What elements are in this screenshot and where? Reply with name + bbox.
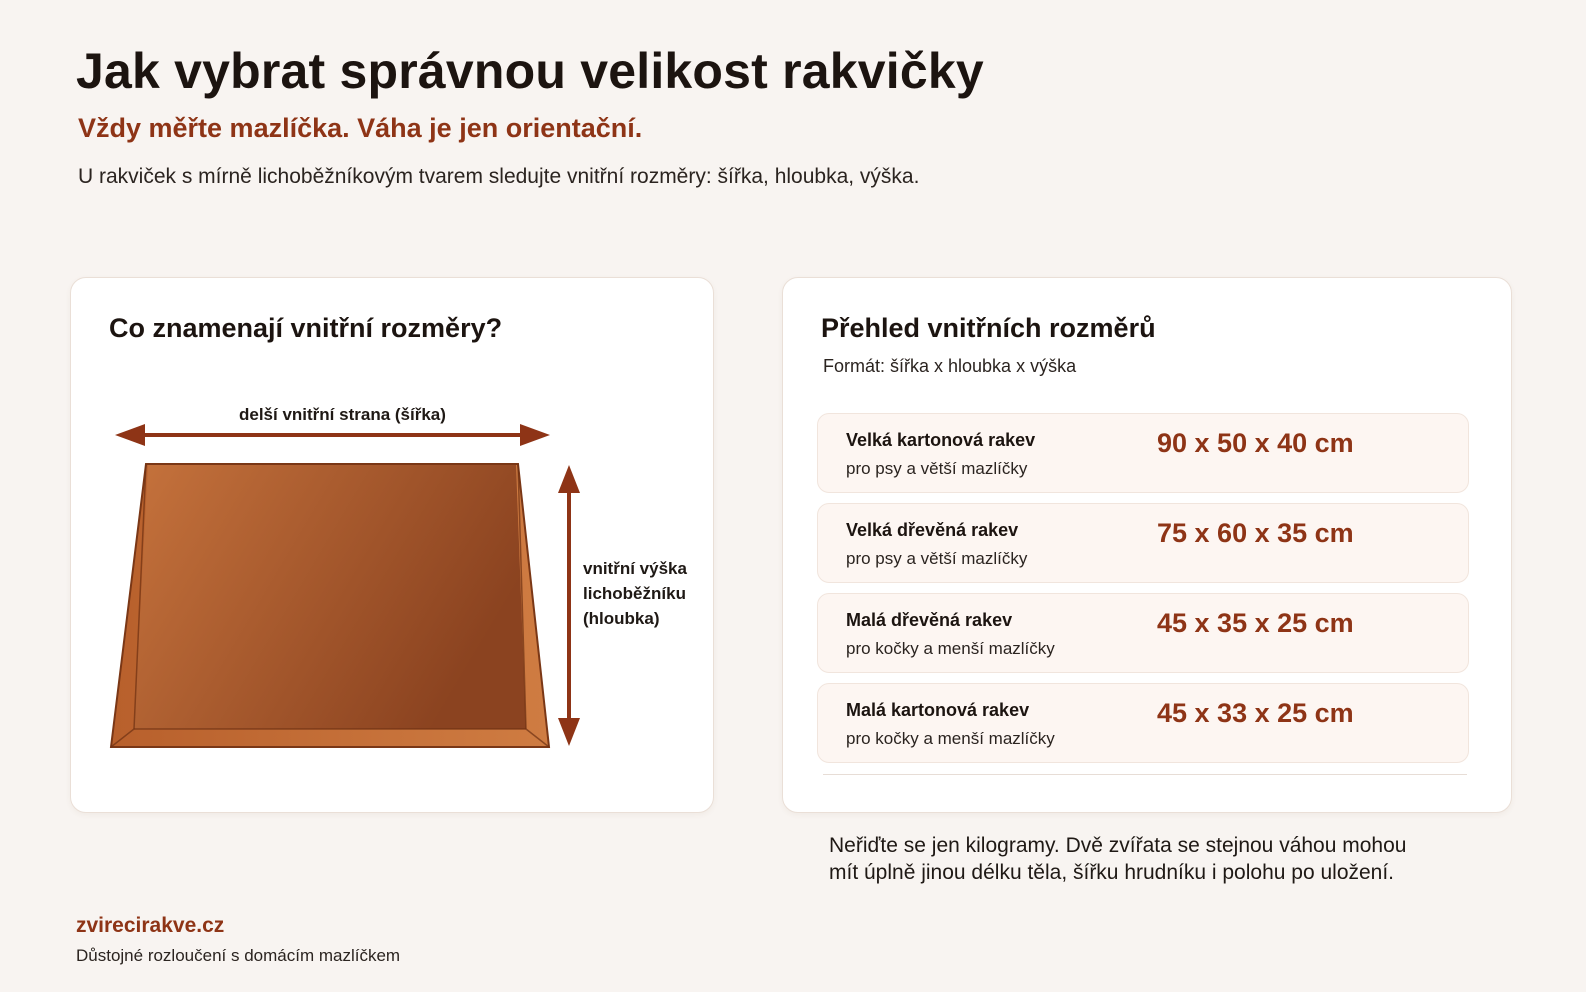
height-label-line: (hloubka) (583, 609, 660, 628)
row-dimensions: 45 x 33 x 25 cm (1157, 698, 1354, 728)
format-note: Formát: šířka x hloubka x výška (823, 356, 1077, 376)
page-title: Jak vybrat správnou velikost rakvičky (76, 43, 984, 99)
weight-note: Neřiďte se jen kilogramy. Dvě zvířata se stejnou váhou mohou mít úplně jinou délku těla, šířku hrudníku i polohu po uložení. (829, 834, 1407, 884)
divider (823, 774, 1467, 775)
row-dimensions: 90 x 50 x 40 cm (1157, 428, 1354, 458)
row-description: pro kočky a menší mazlíčky (846, 639, 1055, 658)
row-dimensions: 75 x 60 x 35 cm (1157, 518, 1354, 548)
brand-name[interactable]: zvirecirakve.cz (76, 914, 225, 937)
intro-text: U rakviček s mírně lichoběžníkovým tvarem sledujte vnitřní rozměry: šířka, hloubka, výška. (78, 165, 920, 188)
row-description: pro kočky a menší mazlíčky (846, 729, 1055, 748)
size-row-small-wooden (817, 593, 1469, 673)
height-label-line: lichoběžníku (583, 584, 686, 603)
sizes-overview-card (782, 277, 1512, 813)
row-name: Malá dřevěná rakev (846, 610, 1013, 630)
height-label (583, 556, 687, 631)
coffin-trapezoid (111, 464, 549, 747)
dimensions-explainer-card (70, 277, 714, 813)
size-row-large-wooden (817, 503, 1469, 583)
height-arrow (558, 465, 580, 746)
height-label-line: vnitřní výška (583, 559, 687, 578)
sizes-heading: Přehled vnitřních rozměrů (821, 313, 1156, 343)
row-dimensions: 45 x 35 x 25 cm (1157, 608, 1354, 638)
size-row-small-cardboard (817, 683, 1469, 763)
row-description: pro psy a větší mazlíčky (846, 549, 1028, 568)
row-description: pro psy a větší mazlíčky (846, 459, 1028, 478)
row-name: Velká kartonová rakev (846, 430, 1036, 450)
row-name: Velká dřevěná rakev (846, 520, 1019, 540)
size-row-large-cardboard (817, 413, 1469, 493)
brand-tagline: Důstojné rozloučení s domácím mazlíčkem (76, 946, 401, 965)
coffin-diagram (71, 278, 713, 812)
explainer-heading: Co znamenají vnitřní rozměry? (109, 313, 503, 343)
width-label: delší vnitřní strana (šířka) (239, 405, 446, 424)
row-name: Malá kartonová rakev (846, 700, 1030, 720)
width-arrow (115, 424, 550, 446)
page-subtitle: Vždy měřte mazlíčka. Váha je jen orientační. (78, 113, 643, 143)
